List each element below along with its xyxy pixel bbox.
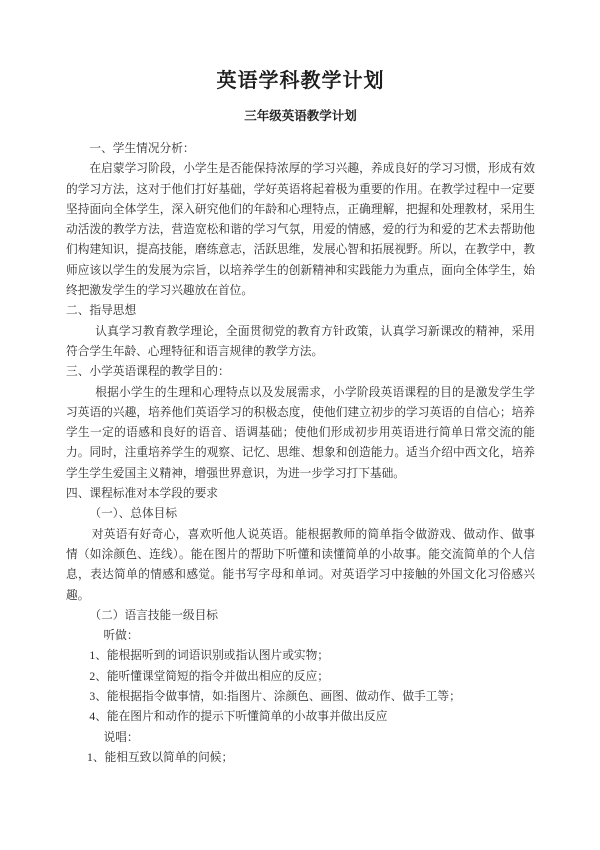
section-4-heading: 四、课程标准对本学段的要求	[66, 487, 218, 501]
section-2-paragraph: 认真学习教育教学理论，全面贯彻党的教育方针政策，认真学习新课改的精神，采用符合学生年龄、心理特征和语言规律的教学方法。	[66, 324, 535, 358]
section-3-paragraph: 根据小学生的生理和心理特点以及发展需求，小学阶段英语课程的目的是激发学生学习英语的兴趣，培养他们英语学习的积极态度，使他们建立初步的学习英语的自信心；培养学生一定的语感和良好的语音、语调基础；使他们形成初步用英语进行简单日常交流的能力。同时，注重培养学生的观察、记忆、思维、想象和创造能力。适当介绍中西文化，培养学生学生爱国主义精神，增强世界意识，为进一步学习打下基础。	[66, 385, 535, 480]
page-subtitle: 三年级英语教学计划	[244, 109, 357, 123]
section-3-heading: 三、小学英语课程的教学目的：	[66, 365, 230, 379]
document-body	[66, 139, 535, 768]
listen-do-label: 听做：	[103, 629, 139, 643]
listen-do-item-3: 3、能根据指令做事情，如:指图片、涂颜色、画图、做动作、做手工等；	[89, 690, 461, 704]
speak-sing-label: 说唱：	[103, 730, 139, 744]
page-title: 英语学科教学计划	[216, 70, 385, 92]
listen-do-item-4: 4、能在图片和动作的提示下听懂简单的小故事并做出反应	[89, 710, 388, 724]
speak-sing-item-1: 1、能相互致以简单的问候；	[87, 750, 234, 764]
subsection-1-heading: （一）、总体目标	[89, 507, 178, 521]
subsection-1-paragraph: 对英语有好奇心，喜欢听他人说英语。能根据教师的简单指令做游戏、做动作、做事情（如涂颜色、连线）。能在图片的帮助下听懂和读懂简单的小故事。能交流简单的个人信息，表达简单的情感和感觉。能书写字母和单词。对英语学习中接触的外国文化习俗感兴趣。	[66, 527, 535, 602]
listen-do-item-2: 2、能听懂课堂简短的指令并做出相应的反应；	[89, 669, 329, 683]
listen-do-item-1: 1、能根据听到的词语识别或指认图片或实物；	[89, 649, 329, 663]
section-2-heading: 二、指导思想	[66, 304, 137, 318]
subsection-2-heading: （二）语言技能一级目标	[89, 608, 218, 622]
section-1-heading: 一、学生情况分析：	[89, 142, 195, 155]
section-1-paragraph: 在启蒙学习阶段，小学生是否能保持浓厚的学习兴趣，养成良好的学习习惯，形成有效的学习方法，这对于他们打好基础，学好英语将起着极为重要的作用。在教学过程中一定要坚持面向全体学生，深入研究他们的年龄和心理特点，正确理解，把握和处理教材，采用生动活泼的教学方法，营造宽松和谐的学习气氛，用爱的情感，爱的行为和爱的艺术去帮助他们构建知识，提高技能，磨练意志，活跃思维，发展心智和拓展视野。所以，在教学中，教师应该以学生的发展为宗旨，以培养学生的创新精神和实践能力为重点，面向全体学生，始终把激发学生的学习兴趣放在首位。	[66, 162, 535, 298]
